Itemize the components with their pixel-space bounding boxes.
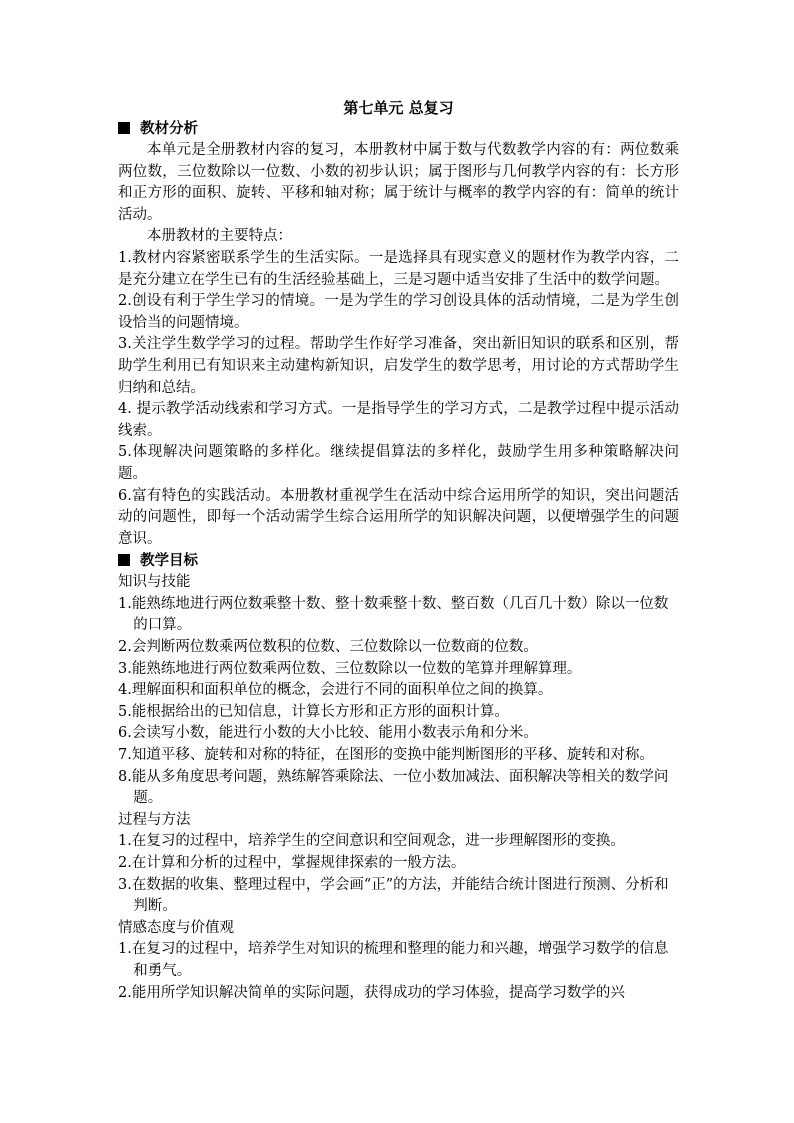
feature-item: 5.体现解决问题策略的多样化。继续提倡算法的多样化，鼓励学生用多种策略解决问题。	[118, 444, 679, 482]
goal-item: 1.在复习的过程中，培养学生对知识的梳理和整理的能力和兴趣，增强学习数学的信息和勇气。	[118, 941, 669, 979]
feature-item: 6.富有特色的实践活动。本册教材重视学生在活动中综合运用所学的知识，突出问题活动的问题性，即每一个活动需学生综合运用所学的知识解决问题，以便增强学生的问题意识。	[118, 487, 679, 547]
goal-item: 3.在数据的收集、整理过程中，学会画“正”的方法，并能结合统计图进行预测、分析和判断。	[118, 876, 669, 915]
section-heading-goals	[118, 550, 679, 572]
intro-paragraph: 本单元是全册教材内容的复习，本册教材中属于数与代数教学内容的有：两位数乘两位数，三位数除以一位数、小数的初步认识；属于图形与几何教学内容的有：长方形和正方形的面积、旋转、平移和轴对称；属于统计与概率的教学内容的有：简单的统计活动。	[118, 142, 679, 223]
page-title: 第七单元 总复习	[343, 99, 454, 117]
goal-item: 1.在复习的过程中，培养学生的空间意识和空间观念，进一步理解图形的变换。	[118, 833, 625, 850]
goal-item: 3.能熟练地进行两位数乘两位数、三位数除以一位数的笔算并理解算理。	[118, 660, 582, 677]
goal-group-label: 过程与方法	[118, 811, 191, 828]
goal-item: 2.能用所学知识解决简单的实际问题，获得成功的学习体验，提高学习数学的兴	[118, 984, 625, 1001]
feature-item: 4. 提示教学活动线索和学习方式。一是指导学生的学习方式，二是教学过程中提示活动线索。	[118, 401, 679, 439]
feature-item: 2.创设有利于学生学习的情境。一是为学生的学习创设具体的活动情境，二是为学生创设恰当的问题情境。	[118, 293, 679, 331]
goal-item: 7.知道平移、旋转和对称的特征，在图形的变换中能判断图形的平移、旋转和对称。	[118, 747, 654, 764]
goal-item: 6.会读写小数，能进行小数的大小比较、能用小数表示角和分米。	[118, 725, 538, 742]
goal-group-label: 知识与技能	[118, 574, 191, 591]
goal-item: 2.在计算和分析的过程中，掌握规律探索的一般方法。	[118, 855, 466, 871]
square-bullet-icon	[118, 554, 130, 566]
section-heading-text: 教学目标	[140, 552, 198, 570]
goal-item: 2.会判断两位数乘两位数积的位数、三位数除以一位数商的位数。	[118, 639, 538, 656]
goal-item: 5.能根据给出的已知信息，计算长方形和正方形的面积计算。	[118, 703, 509, 720]
goal-group-label: 情感态度与价值观	[118, 919, 234, 936]
goal-item: 4.理解面积和面积单位的概念，会进行不同的面积单位之间的换算。	[118, 682, 553, 699]
section-heading-analysis	[118, 118, 679, 140]
feature-item: 3.关注学生数学学习的过程。帮助学生作好学习准备，突出新旧知识的联系和区别，帮助学生利用已有知识来主动建构新知识，启发学生的数学思考，用讨论的方式帮助学生归纳和总结。	[118, 336, 679, 396]
features-lead: 本册教材的主要特点：	[147, 228, 292, 245]
square-bullet-icon	[118, 122, 130, 134]
feature-item: 1.教材内容紧密联系学生的生活实际。一是选择具有现实意义的题材作为教学内容，二是充分建立在学生已有的生活经验基础上，三是习题中适当安排了生活中的数学问题。	[118, 249, 679, 288]
goal-item: 8.能从多角度思考问题，熟练解答乘除法、一位小数加减法、面积解决等相关的数学问题。	[118, 768, 669, 807]
section-heading-text: 教材分析	[140, 120, 198, 137]
goal-item: 1.能熟练地进行两位数乘整十数、整十数乘整十数、整百数（几百几十数）除以一位数的口算。	[118, 595, 669, 634]
